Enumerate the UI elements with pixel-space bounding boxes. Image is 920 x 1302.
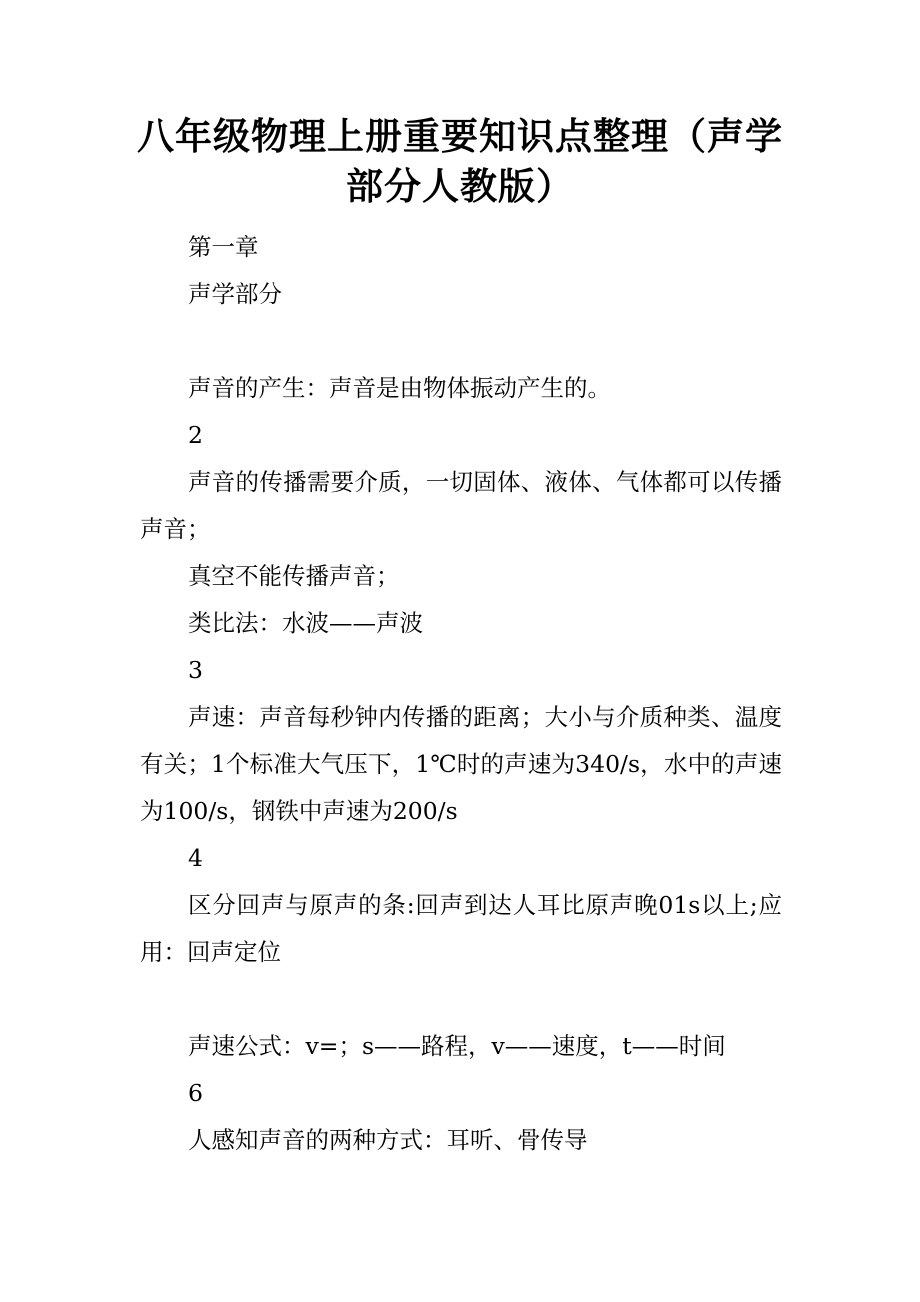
item-number: 3 xyxy=(188,656,203,684)
document-body xyxy=(140,224,782,1164)
paragraph: 真空不能传播声音； xyxy=(188,562,400,590)
paragraph: 声速：声音每秒钟内传播的距离；大小与介质种类、温度有关；1个标准大气压下，1℃时的声速为340/s，水中的声速为100/s，钢铁中声速为200/s xyxy=(140,703,782,825)
paragraph: 类比法：水波——声波 xyxy=(188,609,423,637)
blank-line xyxy=(140,318,782,365)
item-number: 4 xyxy=(188,844,203,872)
document-title: 八年级物理上册重要知识点整理（声学部分人教版） xyxy=(137,115,783,208)
paragraph: 声音的传播需要介质，一切固体、液体、气体都可以传播声音； xyxy=(140,468,782,543)
section-label: 声学部分 xyxy=(188,280,282,308)
paragraph: 人感知声音的两种方式：耳听、骨传导 xyxy=(188,1126,588,1154)
paragraph: 区分回声与原声的条:回声到达人耳比原声晚01s以上;应用：回声定位 xyxy=(140,891,782,966)
item-number: 2 xyxy=(188,421,203,449)
chapter-label: 第一章 xyxy=(188,233,259,261)
item-number: 6 xyxy=(188,1079,203,1107)
blank-line xyxy=(140,976,782,1023)
paragraph: 声音的产生：声音是由物体振动产生的。 xyxy=(188,374,611,402)
paragraph: 声速公式：v=；s——路程，v——速度，t——时间 xyxy=(188,1032,726,1060)
